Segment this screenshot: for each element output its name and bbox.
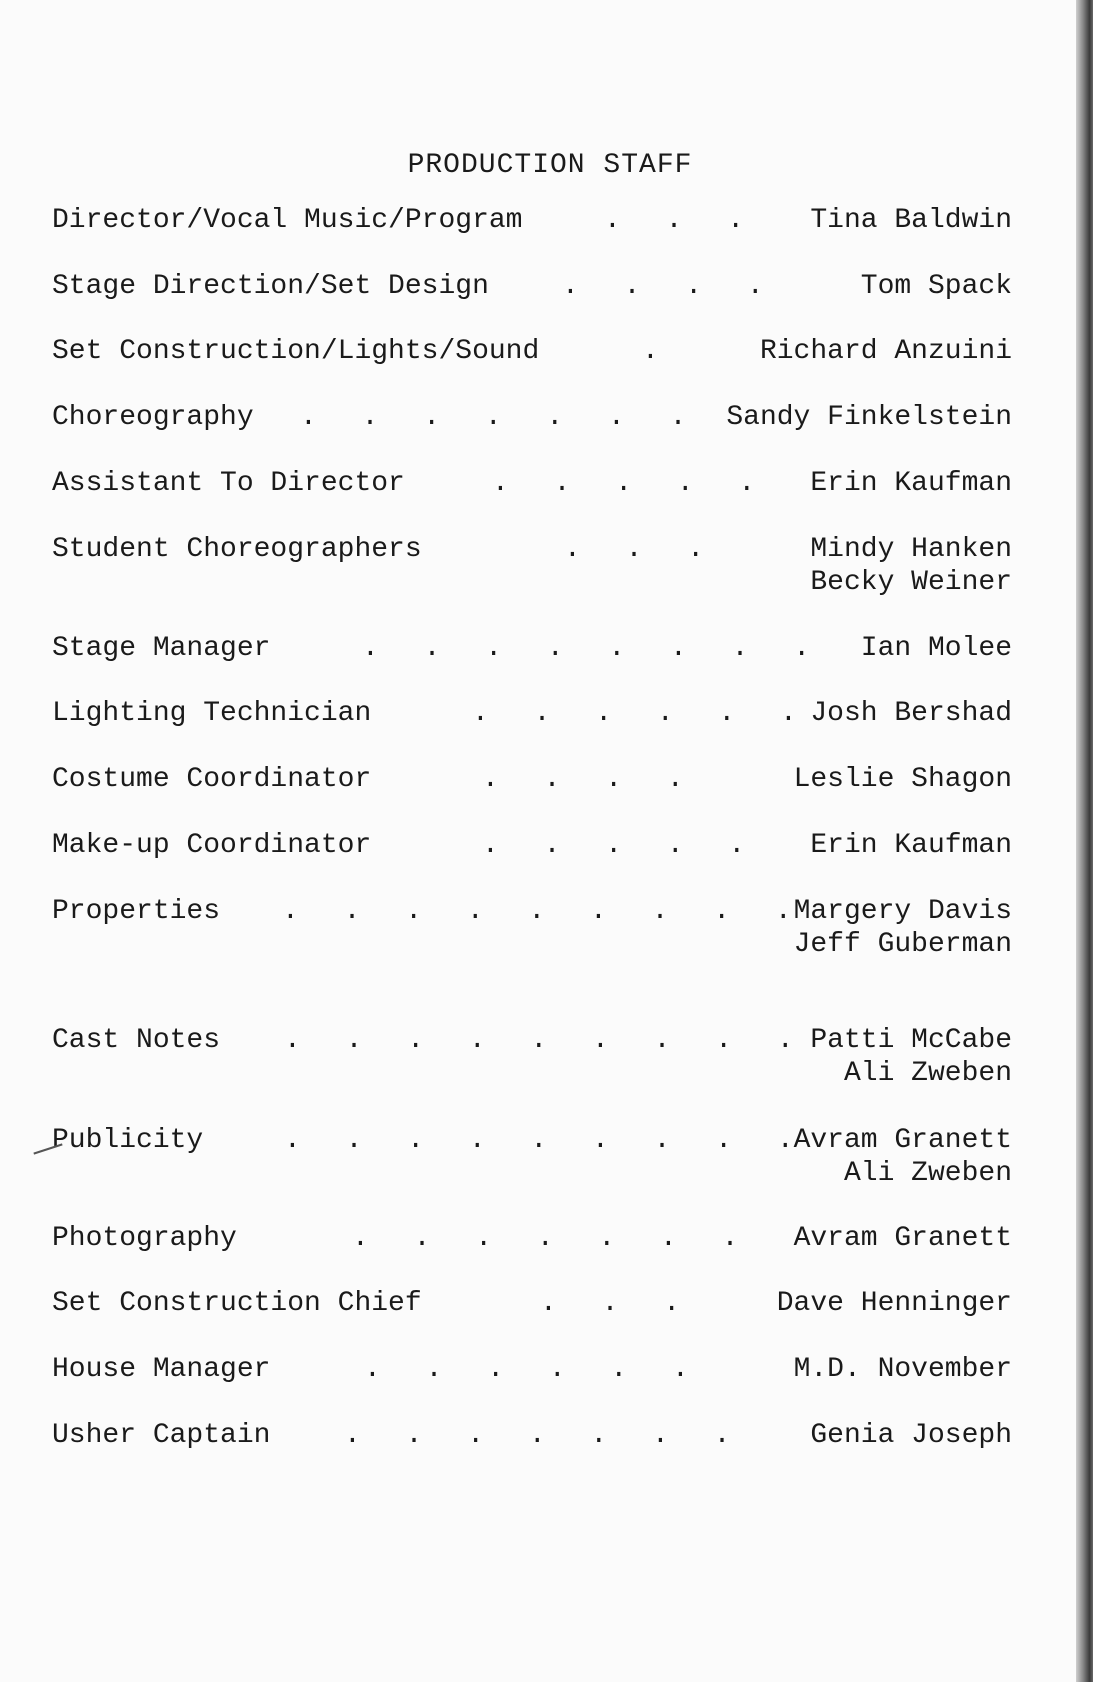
staff-names [810, 1419, 1012, 1452]
leader-dots: . . . . [562, 271, 778, 302]
staff-role: Choreography [52, 402, 254, 433]
leader-dots: . . . . . [482, 830, 760, 861]
staff-name: Tina Baldwin [810, 205, 1012, 236]
staff-role: Publicity [52, 1125, 204, 1156]
staff-names [726, 401, 1012, 434]
staff-name: Dave Henninger [776, 1288, 1012, 1319]
staff-names [861, 632, 1012, 665]
staff-name: Avram Granett [793, 1223, 1012, 1254]
staff-names [810, 467, 1012, 500]
staff-names [861, 270, 1012, 303]
leader-dots: . . . . . . . . . [284, 1125, 808, 1156]
leader-dots: . . . . . . . [300, 402, 701, 433]
leader-dots: . . . . . . [472, 698, 811, 729]
staff-names [794, 895, 1012, 961]
staff-names [794, 1353, 1012, 1386]
leader-dots: . . . . . . . [344, 1420, 745, 1451]
staff-name: Patti McCabe [810, 1025, 1012, 1056]
staff-names [810, 1024, 1012, 1090]
staff-name: Becky Weiner [810, 567, 1012, 598]
staff-role: Lighting Technician [52, 698, 372, 729]
leader-dots: . . . [540, 1288, 695, 1319]
leader-dots: . . . [564, 534, 719, 565]
staff-name: Leslie Shagon [793, 764, 1012, 795]
leader-dots: . . . . . . . . [362, 633, 825, 664]
leader-dots: . . . . . . . . . [284, 1025, 808, 1056]
staff-name: Ian Molee [860, 633, 1012, 664]
staff-name: Jeff Guberman [793, 929, 1012, 960]
staff-role: House Manager [52, 1354, 271, 1385]
staff-names [810, 204, 1012, 237]
page-binding-edge [1076, 0, 1093, 1682]
staff-role: Photography [52, 1223, 237, 1254]
staff-name: Sandy Finkelstein [726, 402, 1012, 433]
staff-names [794, 1124, 1012, 1190]
staff-names [810, 697, 1012, 730]
staff-name: Margery Davis [793, 896, 1012, 927]
leader-dots: . . . . [482, 764, 698, 795]
staff-role: Student Choreographers [52, 534, 422, 565]
page-title: PRODUCTION STAFF [407, 150, 693, 181]
staff-role: Usher Captain [52, 1420, 271, 1451]
staff-role: Cast Notes [52, 1025, 221, 1056]
staff-name: Erin Kaufman [810, 468, 1012, 499]
leader-dots: . . . . . . . . . [282, 896, 806, 927]
leader-dots: . . . [604, 205, 759, 236]
staff-names [810, 829, 1012, 862]
staff-names [760, 335, 1012, 368]
staff-name: Richard Anzuini [759, 336, 1012, 367]
staff-names [777, 1287, 1012, 1320]
staff-role: Stage Manager [52, 633, 271, 664]
staff-name: Mindy Hanken [810, 534, 1012, 565]
staff-role: Properties [52, 896, 221, 927]
staff-role: Set Construction/Lights/Sound [52, 336, 540, 367]
staff-role: Costume Coordinator [52, 764, 372, 795]
staff-name: Ali Zweben [843, 1158, 1012, 1189]
staff-names [794, 763, 1012, 796]
staff-name: Ali Zweben [843, 1058, 1012, 1089]
staff-names [794, 1222, 1012, 1255]
staff-name: Erin Kaufman [810, 830, 1012, 861]
staff-role: Make-up Coordinator [52, 830, 372, 861]
staff-role: Set Construction Chief [52, 1288, 422, 1319]
staff-role: Assistant To Director [52, 468, 405, 499]
staff-name: M.D. November [793, 1354, 1012, 1385]
staff-name: Tom Spack [860, 271, 1012, 302]
leader-dots: . [642, 336, 673, 367]
leader-dots: . . . . . [492, 468, 770, 499]
leader-dots: . . . . . . . [352, 1223, 753, 1254]
staff-name: Avram Granett [793, 1125, 1012, 1156]
staff-role: Director/Vocal Music/Program [52, 205, 523, 236]
staff-role: Stage Direction/Set Design [52, 271, 489, 302]
staff-name: Genia Joseph [810, 1420, 1012, 1451]
staff-name: Josh Bershad [810, 698, 1012, 729]
leader-dots: . . . . . . [364, 1354, 703, 1385]
staff-names [810, 533, 1012, 599]
